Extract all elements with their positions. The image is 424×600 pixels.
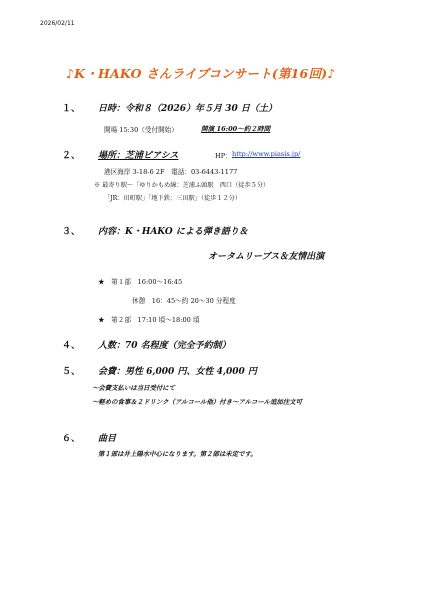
- section-3-heading-2: オータムリーブス＆友情出演: [208, 252, 325, 262]
- break-schedule: 休憩 16：45～約 20～30 分程度: [132, 297, 236, 305]
- section-2-number: ２、: [62, 151, 81, 161]
- open-time: 開場 15:30（受付開始）: [104, 126, 178, 134]
- part-2-schedule: ★ 第２部 17:10 頃～18:00 頃: [98, 316, 200, 324]
- section-6-number: ６、: [62, 434, 81, 444]
- section-3-number: ３、: [62, 227, 81, 237]
- section-4-heading: 人数：70 名程度（完全予約制）: [98, 341, 231, 351]
- section-4-number: ４、: [62, 341, 81, 351]
- section-5-heading: 会費：男性 6,000 円、女性 4,000 円: [98, 367, 257, 377]
- song-list-text: 第１部は井上陽水中心になります。第２部は未定です。: [98, 450, 257, 458]
- access-info-1: ※ 最寄り駅～「ゆりかもめ線：芝浦ふ頭駅 西口（徒歩５分）: [94, 182, 270, 189]
- start-time: 開演 16:00～約２時間: [201, 125, 271, 133]
- document-title: ♪K・HAKO さんライブコンサート(第16回)♪: [66, 66, 336, 81]
- access-info-2: 「JR：田町駅」「地下鉄：三田駅」（徒歩１２分）: [104, 195, 242, 202]
- section-2-heading: 場所：芝浦ピアシス: [98, 151, 179, 161]
- section-6-heading: 曲目: [98, 434, 117, 444]
- website-link[interactable]: http://www.piasis.jp/: [232, 150, 301, 158]
- document-date: 2026/02/11: [40, 20, 75, 27]
- section-1-number: １、: [62, 104, 81, 114]
- section-3-heading: 内容：K・HAKO による弾き語り＆: [98, 227, 248, 237]
- venue-address: 港区海岸 3-18-6 2F 電話：03-6443-1177: [104, 168, 238, 176]
- section-5-number: ５、: [62, 367, 81, 377]
- section-1-heading: 日時：令和８（2026）年５月 30 日（土）: [98, 104, 277, 114]
- hp-label: HP：: [215, 152, 232, 160]
- fee-note-2: ～軽めの食事＆２ドリンク（アルコール他）付き～アルコール追加注文可: [92, 398, 302, 406]
- fee-note-1: ～会費支払いは当日受付にて: [92, 384, 176, 392]
- part-1-schedule: ★ 第１部 16:00～16:45: [98, 278, 183, 286]
